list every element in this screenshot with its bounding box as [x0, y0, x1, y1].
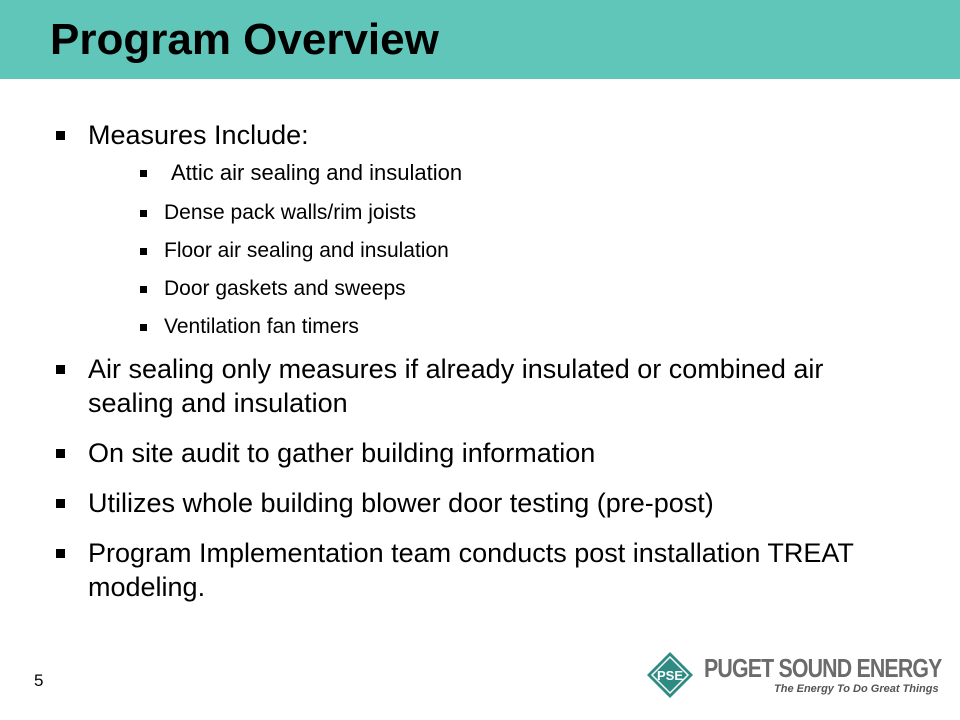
- pse-diamond-icon: [646, 651, 694, 699]
- square-bullet-icon: [140, 324, 147, 331]
- sub-bullet-text: Door gaskets and sweeps: [164, 277, 406, 300]
- bullet-point: [52, 352, 912, 420]
- sub-bullet-text: Dense pack walls/rim joists: [164, 201, 417, 224]
- pse-logo: [646, 647, 946, 703]
- bullet-text: Air sealing only measures if already insulated or combined air sealing and insulation: [88, 354, 824, 418]
- square-bullet-icon: [56, 549, 65, 558]
- bullet-list: [52, 118, 912, 604]
- square-bullet-icon: [140, 170, 147, 177]
- sub-bullet: [138, 238, 912, 264]
- square-bullet-icon: [56, 365, 65, 374]
- sub-bullet: [138, 276, 912, 302]
- slide-title: Program Overview: [50, 15, 439, 64]
- sub-bullet: [138, 200, 912, 226]
- company-tagline: The Energy To Do Great Things: [774, 683, 939, 695]
- page-number: 5: [34, 671, 44, 690]
- square-bullet-icon: [140, 210, 147, 217]
- bullet-point: [52, 486, 912, 520]
- sub-bullet: [138, 314, 912, 340]
- company-name: PUGET SOUND ENERGY: [704, 653, 942, 683]
- measures-sublist: [138, 160, 912, 340]
- sub-bullet-text: Floor air sealing and insulation: [164, 239, 449, 262]
- logo-mark-text: PSE: [656, 668, 684, 683]
- sub-bullet-text: Attic air sealing and insulation: [171, 160, 463, 185]
- bullet-text: Program Implementation team conducts post installation TREAT modeling.: [88, 538, 854, 602]
- square-bullet-icon: [140, 248, 147, 255]
- square-bullet-icon: [56, 449, 65, 458]
- square-bullet-icon: [56, 131, 65, 140]
- bullet-measures: [52, 118, 912, 340]
- bullet-point: [52, 536, 912, 604]
- square-bullet-icon: [140, 286, 147, 293]
- square-bullet-icon: [56, 499, 65, 508]
- bullet-text: Measures Include:: [88, 120, 309, 150]
- bullet-text: Utilizes whole building blower door testing (pre-post): [88, 488, 714, 518]
- bullet-point: [52, 436, 912, 470]
- sub-bullet-text: Ventilation fan timers: [164, 315, 359, 338]
- bullet-text: On site audit to gather building information: [88, 438, 596, 468]
- sub-bullet: [138, 160, 912, 186]
